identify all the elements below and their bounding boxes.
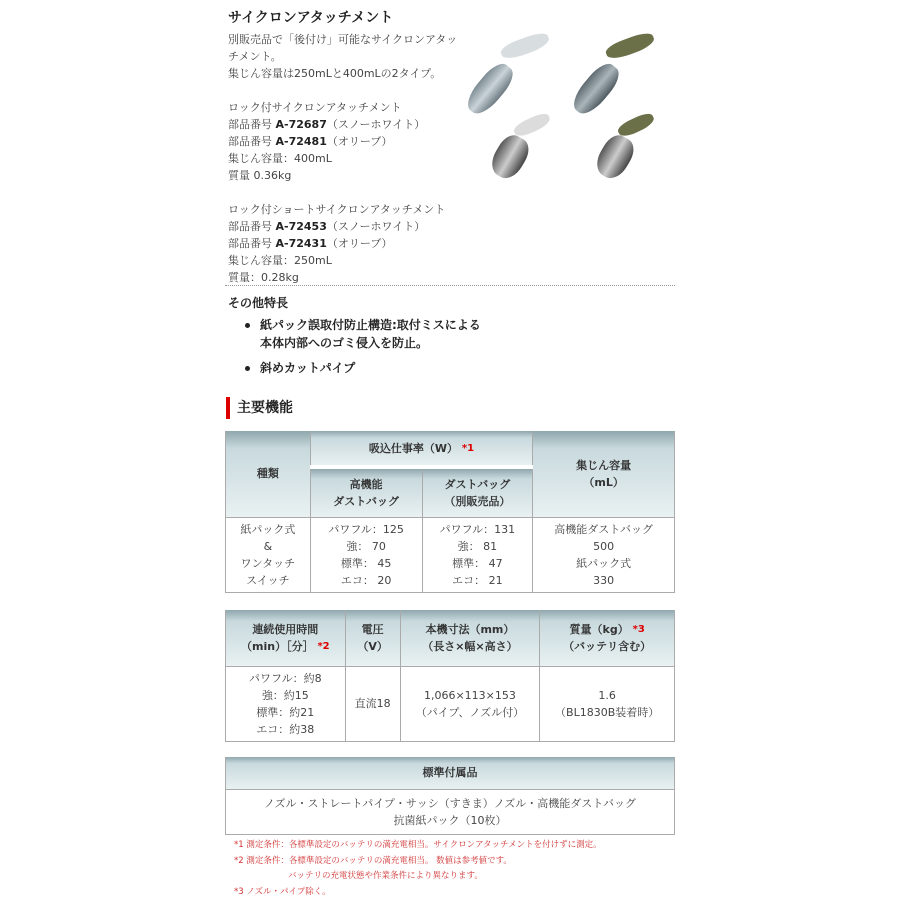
capacity-header: 集じん容量 （mL） bbox=[533, 429, 675, 517]
lock-capacity: 集じん容量：400mL bbox=[228, 152, 332, 165]
section-heading: 主要機能 bbox=[226, 397, 293, 419]
dimensions-header: 本機寸法（mm） （長さ×幅×高さ） bbox=[400, 608, 540, 666]
type-header: 種類 bbox=[226, 429, 311, 517]
features-list bbox=[245, 316, 481, 384]
suction-header: 吸込仕事率（W） *1 bbox=[310, 429, 532, 467]
footnote-2: *2 測定条件：各標準設定のバッテリの満充電相当。 数値は参考値です。 bbox=[234, 855, 512, 866]
lock-part-2: 部品番号 A-72481（オリーブ） bbox=[228, 135, 393, 148]
capacity-cell: 高機能ダストバッグ 500 紙パック式 330 bbox=[533, 517, 675, 592]
table-row bbox=[226, 666, 675, 741]
table-row bbox=[226, 517, 675, 592]
white-short-cyclone-image bbox=[486, 130, 534, 183]
accessories-table bbox=[225, 753, 675, 835]
short-capacity: 集じん容量：250mL bbox=[228, 254, 332, 267]
page-title: サイクロンアタッチメント bbox=[228, 10, 394, 26]
olive-short-cyclone-image bbox=[591, 130, 639, 183]
intro-line: 集じん容量は250mLと400mLの2タイプ。 bbox=[228, 67, 442, 80]
short-part-2: 部品番号 A-72431（オリーブ） bbox=[228, 237, 393, 250]
spec-table-suction bbox=[225, 427, 675, 593]
short-name: ロック付ショートサイクロンアタッチメント bbox=[228, 203, 446, 216]
feature-item: 紙パック誤取付防止構造:取付ミスによる 本体内部へのゴミ侵入を防止。 bbox=[245, 316, 481, 352]
runtime-header: 連続使用時間 （min）［分］ *2 bbox=[226, 608, 346, 666]
olive-short-cyclone-head bbox=[616, 111, 656, 140]
footnote-3: *3 ノズル・パイプ除く。 bbox=[234, 886, 331, 897]
mass-cell: 1.6 （BL1830B装着時） bbox=[540, 666, 675, 741]
type-cell: 紙パック式 & ワンタッチ スイッチ bbox=[226, 517, 311, 592]
dimensions-cell: 1,066×113×153 （パイプ、ノズル付） bbox=[400, 666, 540, 741]
white-cyclone-head bbox=[499, 30, 551, 62]
intro-line: 別販売品で「後付け」可能なサイクロンアタッ bbox=[228, 33, 458, 46]
cyclone-attachment-images bbox=[465, 30, 670, 190]
intro-line: チメント。 bbox=[228, 50, 282, 63]
voltage-header: 電圧 （V） bbox=[345, 608, 400, 666]
spec-table-runtime bbox=[225, 606, 675, 742]
dustbag-header: ダストバッグ （別販売品） bbox=[422, 467, 533, 517]
short-weight: 質量：0.28kg bbox=[228, 271, 299, 284]
mass-header: 質量（kg） *3 （バッテリ含む） bbox=[540, 608, 675, 666]
hp-dustbag-header: 高機能 ダストバッグ bbox=[310, 467, 422, 517]
feature-item: 斜めカットパイプ bbox=[245, 359, 481, 377]
accessories-cell: ノズル・ストレートパイプ・サッシ（すきま）ノズル・高機能ダストバッグ 抗菌紙パック（10枚） bbox=[226, 789, 675, 834]
accessories-header: 標準付属品 bbox=[226, 755, 675, 789]
lock-name: ロック付サイクロンアタッチメント bbox=[228, 101, 402, 114]
divider bbox=[225, 285, 675, 286]
lock-weight: 質量 0.36kg bbox=[228, 169, 292, 182]
runtime-cell: パワフル：約8 強：約15 標準：約21 エコ：約38 bbox=[226, 666, 346, 741]
footnote-1: *1 測定条件：各標準設定のバッテリの満充電相当。サイクロンアタッチメントを付けずに測定。 bbox=[234, 840, 602, 850]
footnote-2-cont: バッテリの充電状態や作業条件により異なります。 bbox=[288, 871, 483, 881]
hp-cell: パワフル：125 強： 70 標準： 45 エコ： 20 bbox=[310, 517, 422, 592]
short-part-1: 部品番号 A-72453（スノーホワイト） bbox=[228, 220, 426, 233]
olive-cyclone-image bbox=[567, 58, 624, 119]
white-short-cyclone-head bbox=[512, 111, 552, 140]
footnotes bbox=[234, 838, 602, 900]
lock-part-1: 部品番号 A-72687（スノーホワイト） bbox=[228, 118, 426, 131]
cyclone-description bbox=[228, 31, 468, 286]
voltage-cell: 直流18 bbox=[345, 666, 400, 741]
db-cell: パワフル：131 強： 81 標準： 47 エコ： 21 bbox=[422, 517, 533, 592]
white-cyclone-image bbox=[461, 58, 518, 119]
features-heading: その他特長 bbox=[228, 296, 289, 310]
olive-cyclone-head bbox=[604, 30, 656, 62]
